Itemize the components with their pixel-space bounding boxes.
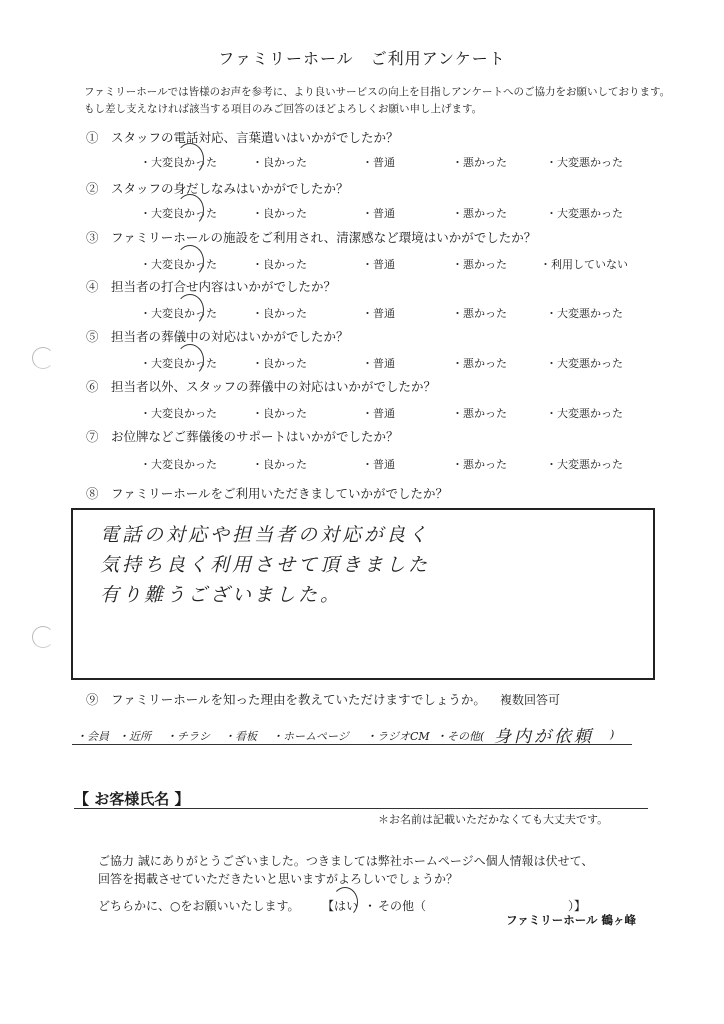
question-6: ⑥ 担当者以外、スタッフの葬儀中の対応はいかがでしたか？ [86, 379, 437, 394]
choice-other[interactable]: その他（ [378, 899, 427, 913]
q2-option-4[interactable]: ・悪かった [452, 207, 507, 220]
q2-selection-mark [176, 194, 204, 226]
q9-option-other-suffix: ) [610, 728, 615, 741]
q2-option-3[interactable]: ・普通 [362, 207, 395, 220]
q5-option-4[interactable]: ・悪かった [452, 357, 507, 370]
question-3: ③ ファミリーホールの施設をご利用され、清潔感など環境はいかがでしたか？ [86, 230, 537, 245]
punch-hole-bottom [32, 626, 54, 648]
q3-option-2[interactable]: ・良かった [252, 258, 307, 271]
comment-line-2: 気持ち良く利用させて頂きました [100, 554, 431, 576]
closing-line-3: どちらかに、○をお願いいたします。 [98, 899, 300, 913]
q9-option-radio-cm[interactable]: ・ラジオCM [366, 730, 430, 743]
q6-option-1[interactable]: ・大変良かった [140, 407, 217, 420]
q7-option-3[interactable]: ・普通 [362, 458, 395, 471]
q7-option-1[interactable]: ・大変良かった [140, 458, 217, 471]
q2-option-1[interactable]: ・大変良かった [140, 207, 217, 220]
q5-option-5[interactable]: ・大変悪かった [546, 357, 623, 370]
q4-option-1[interactable]: ・大変良かった [140, 307, 217, 320]
q2-option-2[interactable]: ・良かった [252, 207, 307, 220]
q5-option-1[interactable]: ・大変良かった [140, 357, 217, 370]
q9-option-member[interactable]: ・会員 [76, 730, 109, 743]
question-9: ⑨ ファミリーホールを知った理由を教えていただけますでしょうか。 [86, 692, 486, 707]
q9-option-other-prefix: ・その他( [436, 730, 485, 743]
q5-option-3[interactable]: ・普通 [362, 357, 395, 370]
multiple-answer-note: 複数回答可 [500, 693, 561, 707]
question-4: ④ 担当者の打合せ内容はいかがでしたか？ [86, 279, 337, 294]
q1-option-2[interactable]: ・良かった [252, 156, 307, 169]
q7-option-5[interactable]: ・大変悪かった [546, 458, 623, 471]
q3-option-5[interactable]: ・利用していない [540, 258, 628, 271]
q4-option-2[interactable]: ・良かった [252, 307, 307, 320]
q6-option-5[interactable]: ・大変悪かった [546, 407, 623, 420]
q5-option-2[interactable]: ・良かった [252, 357, 307, 370]
q5-selection-mark [176, 344, 204, 376]
choice-yes[interactable]: 【はい [322, 899, 359, 913]
q4-option-5[interactable]: ・大変悪かった [546, 307, 623, 320]
choice-separator: ・ [364, 899, 377, 913]
q1-option-3[interactable]: ・普通 [362, 156, 395, 169]
q9-other-value[interactable]: 身内が依頼 [494, 727, 594, 747]
question-2: ② スタッフの身だしなみはいかがでしたか？ [86, 181, 349, 196]
page-title: ファミリーホール ご利用アンケート [218, 49, 506, 68]
q1-selection-mark [176, 143, 204, 175]
choice-end: ）】 [568, 899, 587, 913]
name-optional-note: ＊お名前は記載いただかなくても大丈夫です。 [378, 813, 609, 826]
q7-option-2[interactable]: ・良かった [252, 458, 307, 471]
q9-option-signboard[interactable]: ・看板 [224, 730, 257, 743]
q7-option-4[interactable]: ・悪かった [452, 458, 507, 471]
question-1: ① スタッフの電話対応、言葉遣いはいかがでしたか？ [86, 130, 399, 145]
q4-selection-mark [176, 294, 204, 326]
question-7: ⑦ お位牌などご葬儀後のサポートはいかがでしたか？ [86, 429, 399, 444]
choice-yes-mark [332, 887, 358, 917]
customer-name-label: 【 お客様氏名 】 [74, 790, 190, 808]
q1-option-1[interactable]: ・大変良かった [140, 156, 217, 169]
q6-option-2[interactable]: ・良かった [252, 407, 307, 420]
intro-line-2: もし差し支えなければ該当する項目のみご回答のほどよろしくお願い申し上げます。 [84, 103, 483, 115]
signature: ファミリーホール 鶴ヶ峰 [506, 913, 637, 927]
q3-option-4[interactable]: ・悪かった [452, 258, 507, 271]
q1-option-5[interactable]: ・大変悪かった [546, 156, 623, 169]
comment-line-1: 電話の対応や担当者の対応が良く [100, 524, 431, 546]
q9-option-nearby[interactable]: ・近所 [118, 730, 151, 743]
question-8: ⑧ ファミリーホールをご利用いただきましていかがでしたか？ [86, 486, 449, 501]
punch-hole-top [32, 347, 54, 369]
q9-underline [72, 744, 632, 745]
q9-option-flyer[interactable]: ・チラシ [166, 730, 210, 743]
q9-option-homepage[interactable]: ・ホームページ [272, 730, 349, 743]
q1-option-4[interactable]: ・悪かった [452, 156, 507, 169]
q6-option-4[interactable]: ・悪かった [452, 407, 507, 420]
q4-option-3[interactable]: ・普通 [362, 307, 395, 320]
comment-line-3: 有り難うございました。 [100, 584, 343, 606]
q2-option-5[interactable]: ・大変悪かった [546, 207, 623, 220]
q4-option-4[interactable]: ・悪かった [452, 307, 507, 320]
customer-name-line[interactable] [74, 808, 648, 809]
intro-line-1: ファミリーホールでは皆様のお声を参考に、より良いサービスの向上を目指しアンケートへのご協力をお願いしております。 [84, 86, 671, 98]
q3-option-1[interactable]: ・大変良かった [140, 258, 217, 271]
closing-line-1: ご協力 誠にありがとうございました。つきましては弊社ホームページへ個人情報は伏せて、 [98, 854, 594, 868]
question-5: ⑤ 担当者の葬儀中の対応はいかがでしたか？ [86, 329, 349, 344]
q3-selection-mark [176, 245, 204, 277]
closing-line-2: 回答を掲載させていただきたいと思いますがよろしいでしょうか？ [98, 872, 459, 886]
q6-option-3[interactable]: ・普通 [362, 407, 395, 420]
q3-option-3[interactable]: ・普通 [362, 258, 395, 271]
